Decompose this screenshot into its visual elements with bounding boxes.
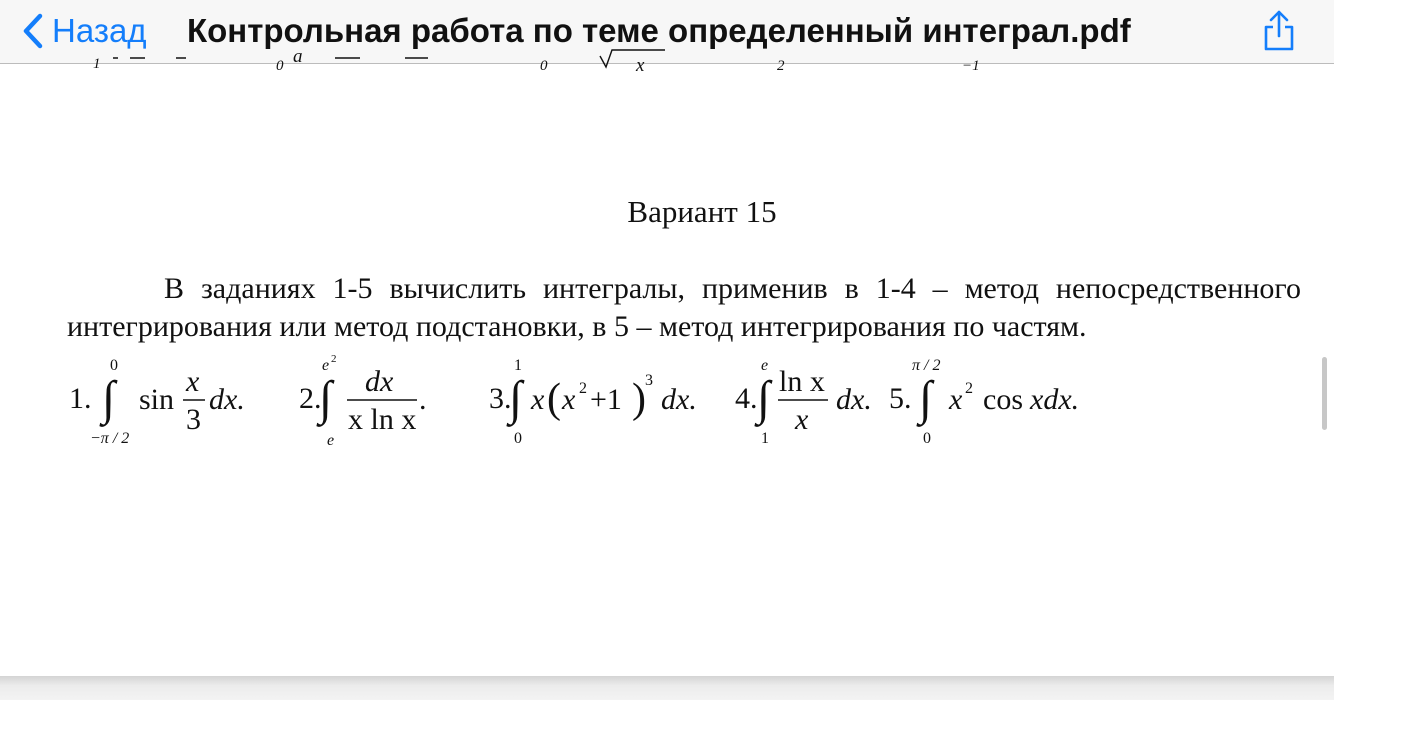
task-number: 3. xyxy=(489,382,512,415)
lower-limit: e xyxy=(327,432,335,449)
differential: dx. xyxy=(836,383,872,416)
task-number: 5. xyxy=(889,382,912,415)
function-name: sin xyxy=(139,383,175,416)
fraction-denominator: 3 xyxy=(186,403,201,436)
right-paren: ) xyxy=(632,376,646,422)
share-icon xyxy=(1262,10,1296,52)
page-separator xyxy=(0,676,1334,700)
upper-limit: 1 xyxy=(514,357,522,374)
chevron-left-icon xyxy=(22,13,44,49)
plus-one: +1 xyxy=(590,383,622,416)
differential: dx. xyxy=(661,383,697,416)
instructions-line: интегрирования или метод подстановки, в 5 – метод интегрирования по частям. xyxy=(67,310,1087,343)
lower-limit: 0 xyxy=(923,430,931,447)
task-3 xyxy=(487,354,717,455)
integrand-x: x xyxy=(531,383,545,416)
left-paren: ( xyxy=(547,376,561,422)
fraction-numerator: ln x xyxy=(779,365,825,398)
integral-sign: ∫ xyxy=(919,372,933,425)
integral-sign: ∫ xyxy=(757,372,771,425)
prev-fragment: −1 xyxy=(962,58,980,74)
task-2 xyxy=(297,354,447,455)
scroll-indicator[interactable] xyxy=(1322,357,1327,430)
instructions-line: В заданиях 1-5 вычислить интегралы, применив в 1-4 – метод непосредственного xyxy=(164,272,1301,305)
lower-limit: 0 xyxy=(514,430,522,447)
svg-text:x: x xyxy=(636,55,645,76)
next-pdf-page xyxy=(0,700,1334,750)
task-1 xyxy=(67,354,267,455)
integrand-x: x xyxy=(949,383,963,416)
upper-limit: e xyxy=(322,357,330,374)
exponent: 3 xyxy=(645,372,653,389)
svg-text:a: a xyxy=(293,46,303,67)
task-4 xyxy=(733,354,883,455)
lower-limit: −π / 2 xyxy=(90,430,130,447)
exponent: 2 xyxy=(579,380,587,397)
upper-limit-exponent: 2 xyxy=(331,353,337,365)
integral-sign: ∫ xyxy=(319,372,333,425)
document-title: Контрольная работа по теме определенный интеграл.pdf xyxy=(187,12,1131,49)
prev-fragment: 0 xyxy=(276,58,284,74)
pdf-page xyxy=(0,46,1334,676)
upper-limit: 0 xyxy=(110,357,118,374)
fraction-numerator: x xyxy=(186,365,200,398)
lower-limit: 1 xyxy=(761,430,769,447)
fraction-denominator: x ln x xyxy=(348,403,417,436)
task-number: 2. xyxy=(299,382,322,415)
prev-fragment: 2 xyxy=(777,58,785,74)
fraction-numerator: dx xyxy=(365,365,394,398)
function-name: cos xyxy=(983,383,1023,416)
upper-limit: e xyxy=(761,357,769,374)
integral-sign: ∫ xyxy=(102,372,116,425)
period: . xyxy=(419,383,427,416)
prev-fragment: 1 xyxy=(93,56,101,72)
prev-fragment: 0 xyxy=(540,58,548,74)
differential: dx. xyxy=(209,383,245,416)
task-number: 1. xyxy=(69,382,92,415)
fraction-denominator: x xyxy=(795,403,809,436)
exponent: 2 xyxy=(965,380,973,397)
back-button-label: Назад xyxy=(52,12,147,49)
upper-limit: π / 2 xyxy=(912,357,941,374)
task-5 xyxy=(887,354,1097,455)
navigation-bar xyxy=(0,0,1334,64)
share-button[interactable] xyxy=(1262,10,1296,57)
differential: xdx. xyxy=(1030,383,1080,416)
instructions-paragraph xyxy=(67,270,1301,346)
variant-title: Вариант 15 xyxy=(627,194,777,229)
task-number: 4. xyxy=(735,382,758,415)
integral-sign: ∫ xyxy=(509,372,523,425)
integrand-x: x xyxy=(562,383,576,416)
prev-page-formula-remnants xyxy=(0,46,1334,80)
back-button[interactable] xyxy=(22,11,147,51)
previous-page-fragment xyxy=(0,46,1334,80)
